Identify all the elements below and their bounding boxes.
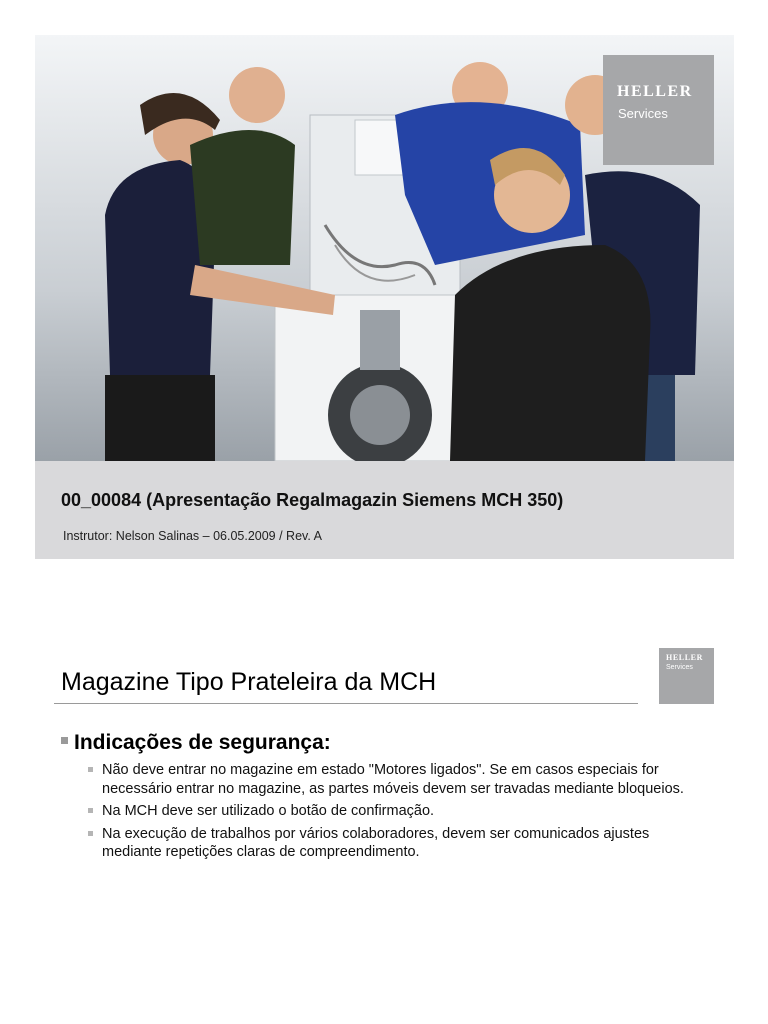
instructor-line: Instrutor: Nelson Salinas – 06.05.2009 / Rev. A (63, 529, 322, 543)
safety-list (88, 761, 708, 866)
logo-brand-small: HELLER (666, 653, 703, 662)
list-item-text: Na MCH deve ser utilizado o botão de confirmação. (102, 803, 435, 819)
title-slide (35, 35, 734, 559)
bullet-square-icon (88, 767, 93, 772)
logo-brand: HELLER (617, 83, 693, 100)
section-heading-text: Indicações de segurança: (74, 731, 331, 754)
bullet-square-icon (88, 831, 93, 836)
logo-sub: Services (618, 106, 668, 121)
list-item-text: Não deve entrar no magazine em estado "Motores ligados". Se em casos especiais for necessário entrar no magazine, as partes móveis devem ser travadas mediante bloqueios. (102, 762, 684, 797)
title-divider (54, 703, 638, 704)
heller-logo (603, 55, 714, 165)
bullet-square-icon (88, 808, 93, 813)
bullet-square-icon (61, 737, 68, 744)
list-item (88, 802, 708, 821)
list-item (88, 825, 708, 862)
presentation-title: 00_00084 (Apresentação Regalmagazin Siemens MCH 350) (61, 490, 564, 510)
list-item-text: Na execução de trabalhos por vários colaboradores, devem ser comunicados ajustes mediante repetições claras de compreendimento. (102, 825, 650, 860)
title-band (35, 461, 734, 559)
heller-logo-small (659, 648, 714, 704)
section-heading (61, 731, 331, 755)
logo-sub-small: Services (666, 664, 693, 671)
list-item (88, 761, 708, 798)
slide-title: Magazine Tipo Prateleira da MCH (61, 668, 437, 696)
training-photo (35, 35, 734, 461)
